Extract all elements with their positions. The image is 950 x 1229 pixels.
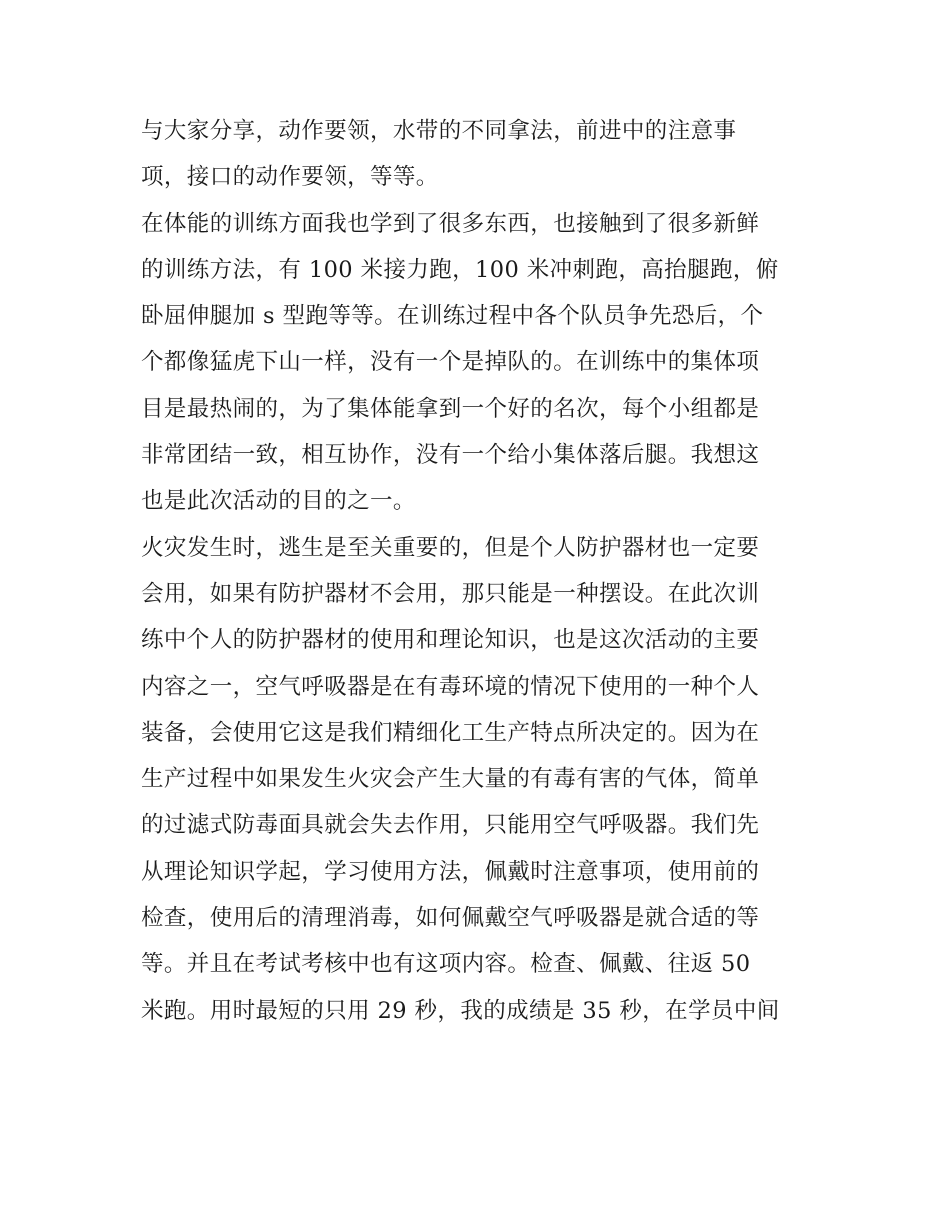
text-line: 装备，会使用它这是我们精细化工生产特点所决定的。因为在 bbox=[141, 719, 760, 746]
text-line: 火灾发生时，逃生是至关重要的，但是个人防护器材也一定要 bbox=[141, 534, 760, 561]
text-line: 在体能的训练方面我也学到了很多东西，也接触到了很多新鲜 bbox=[141, 210, 760, 237]
text-line: 练中个人的防护器材的使用和理论知识，也是这次活动的主要 bbox=[141, 627, 760, 654]
text-line: 卧屈伸腿加 s 型跑等等。在训练过程中各个队员争先恐后，个 bbox=[141, 303, 764, 330]
text-line: 生产过程中如果发生火灾会产生大量的有毒有害的气体，简单 bbox=[141, 766, 760, 793]
text-line: 的过滤式防毒面具就会失去作用，只能用空气呼吸器。我们先 bbox=[141, 812, 760, 839]
text-line: 检查，使用后的清理消毒，如何佩戴空气呼吸器是就合适的等 bbox=[141, 905, 760, 932]
text-line: 目是最热闹的，为了集体能拿到一个好的名次，每个小组都是 bbox=[141, 395, 760, 422]
text-line: 项，接口的动作要领，等等。 bbox=[141, 164, 439, 191]
text-line: 内容之一，空气呼吸器是在有毒环境的情况下使用的一种个人 bbox=[141, 673, 760, 700]
text-line: 也是此次活动的目的之一。 bbox=[141, 488, 416, 515]
text-line: 与大家分享，动作要领，水带的不同拿法，前进中的注意事 bbox=[141, 118, 737, 144]
text-line: 会用，如果有防护器材不会用，那只能是一种摆设。在此次训 bbox=[141, 580, 760, 607]
text-line: 从理论知识学起，学习使用方法，佩戴时注意事项，使用前的 bbox=[141, 858, 760, 885]
text-line: 等。并且在考试考核中也有这项内容。检查、佩戴、往返 50 bbox=[141, 951, 751, 978]
text-line: 的训练方法，有 100 米接力跑，100 米冲刺跑，高抬腿跑，俯 bbox=[141, 256, 779, 283]
text-line: 非常团结一致，相互协作，没有一个给小集体落后腿。我想这 bbox=[141, 442, 760, 469]
body-text bbox=[141, 108, 811, 1034]
text-line: 米跑。用时最短的只用 29 秒，我的成绩是 35 秒，在学员中间 bbox=[141, 997, 780, 1024]
text-line: 个都像猛虎下山一样，没有一个是掉队的。在训练中的集体项 bbox=[141, 349, 760, 376]
